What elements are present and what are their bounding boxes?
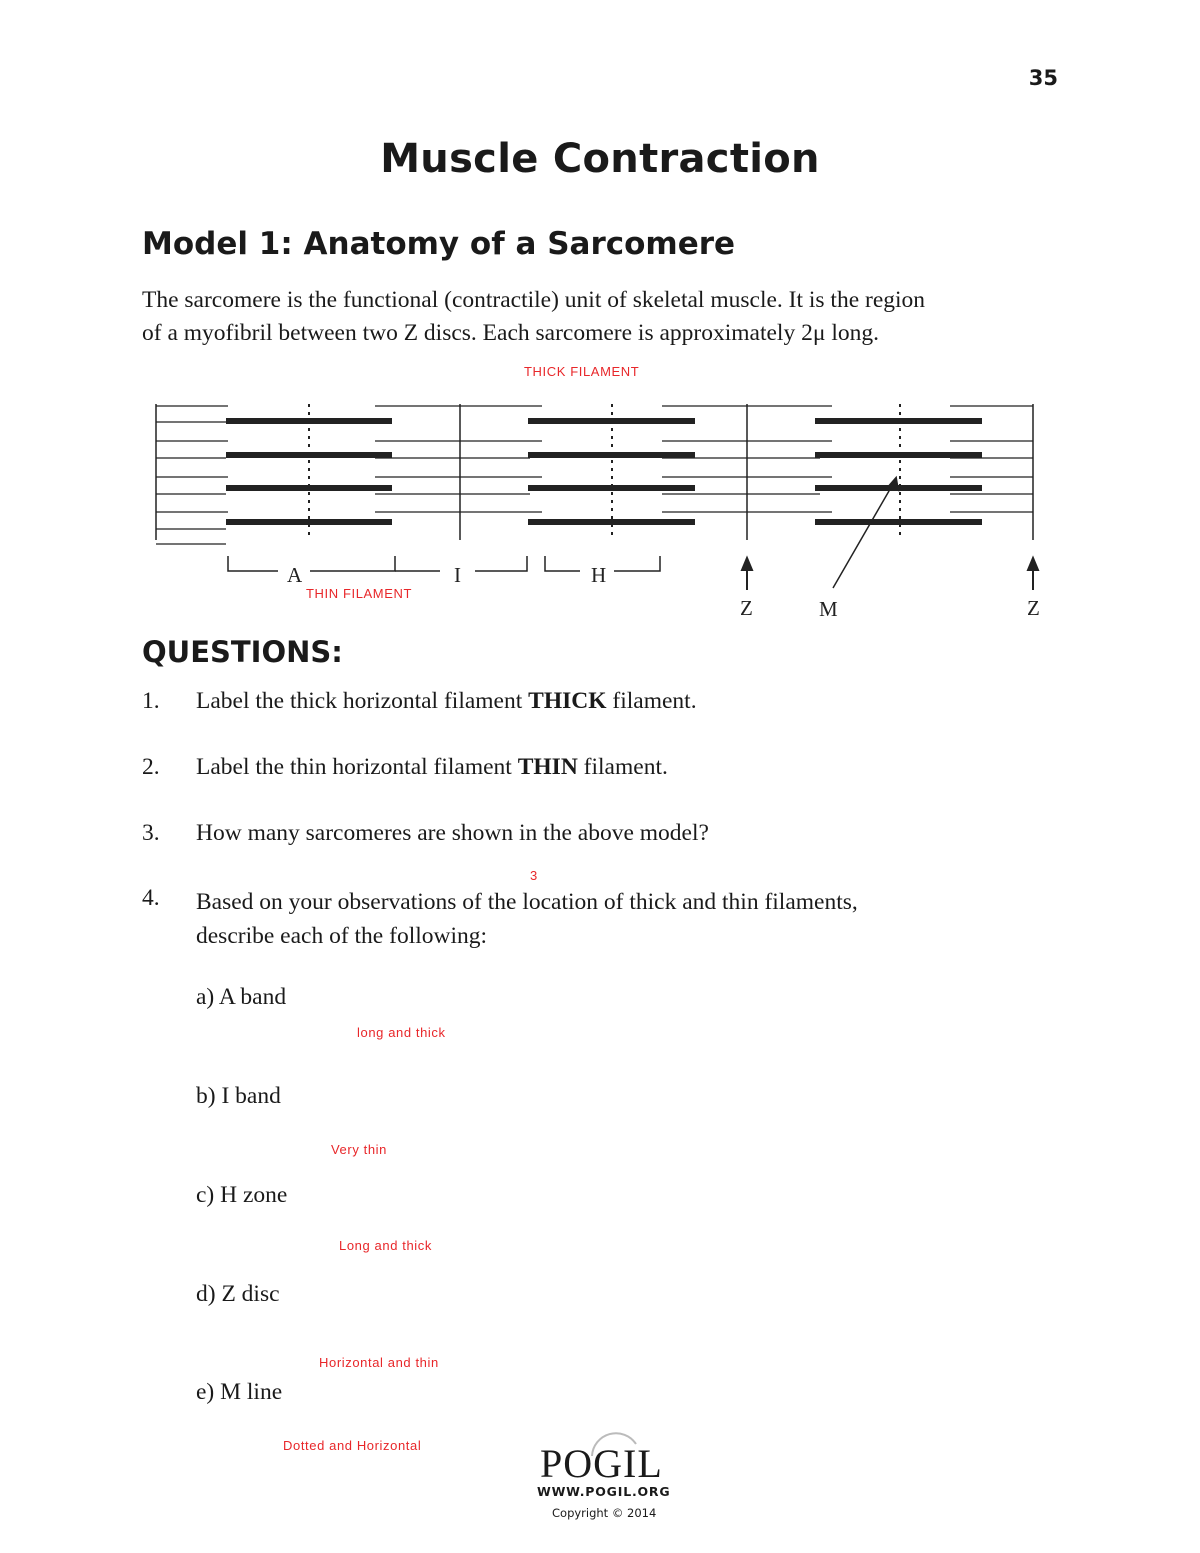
subpart-d-label: d) Z disc [196,1281,280,1307]
z-arrow-left-head [742,558,752,570]
questions-heading: QUESTIONS: [142,635,343,669]
subpart-b-answer: Very thin [331,1142,387,1157]
question-4-number: 4. [142,885,160,911]
question-1-number: 1. [142,688,160,714]
question-4 [196,885,1056,953]
question-3-answer: 3 [530,868,538,883]
label-a: A [287,563,303,587]
thin-filament-annotation: THIN FILAMENT [306,586,413,601]
m-pointer-line [833,484,893,588]
label-z-right: Z [1027,596,1040,620]
question-2-bold: THIN [517,754,578,780]
subpart-b-label: b) I band [196,1083,281,1109]
question-4-line-2: describe each of the following: [196,923,488,949]
subpart-a-answer: long and thick [357,1025,446,1040]
label-z-left: Z [740,596,753,620]
subpart-a-label: a) A band [196,984,287,1010]
h-zone-bracket-right [614,556,660,571]
pogil-logo: POGIL [540,1441,663,1486]
sarcomere-diagram [0,0,1200,640]
question-2-post: filament. [577,754,668,780]
label-m: M [819,597,838,621]
label-i: I [454,563,461,587]
i-band-bracket-right [475,556,527,571]
question-1-bold: THICK [528,688,607,714]
question-3: How many sarcomeres are shown in the above model? [196,820,709,846]
subpart-e-label: e) M line [196,1379,283,1405]
page-title: Muscle Contraction [380,136,820,182]
thick-filament-annotation: THICK FILAMENT [524,364,640,379]
a-band-bracket-left [228,556,278,571]
page-number: 35 [1028,66,1058,90]
pogil-url: WWW.POGIL.ORG [537,1484,671,1499]
a-band-bracket-right [310,556,395,571]
z-arrows [742,478,1038,590]
copyright: Copyright © 2014 [552,1506,657,1520]
question-1 [196,688,1056,715]
z-arrow-right-head [1028,558,1038,570]
question-4-line-1: Based on your observations of the location of thick and thin filaments, [196,889,858,915]
model-title: Model 1: Anatomy of a Sarcomere [142,226,736,262]
label-h: H [591,563,607,587]
question-1-pre: Label the thick horizontal filament [196,688,529,714]
filament-lines [156,404,1033,544]
question-2-number: 2. [142,754,160,780]
subpart-c-label: c) H zone [196,1182,288,1208]
intro-line-2: of a myofibril between two Z discs. Each sarcomere is approximately 2μ long. [142,320,879,346]
subpart-e-answer: Dotted and Horizontal [283,1438,422,1453]
intro-line-1: The sarcomere is the functional (contractile) unit of skeletal muscle. It is the region [142,287,926,313]
h-zone-bracket-left [545,556,580,571]
subpart-d-answer: Horizontal and thin [319,1355,439,1370]
question-3-number: 3. [142,820,160,846]
question-1-post: filament. [606,688,697,714]
subpart-c-answer: Long and thick [339,1238,432,1253]
question-2-pre: Label the thin horizontal filament [196,754,518,780]
question-2 [196,754,1056,781]
